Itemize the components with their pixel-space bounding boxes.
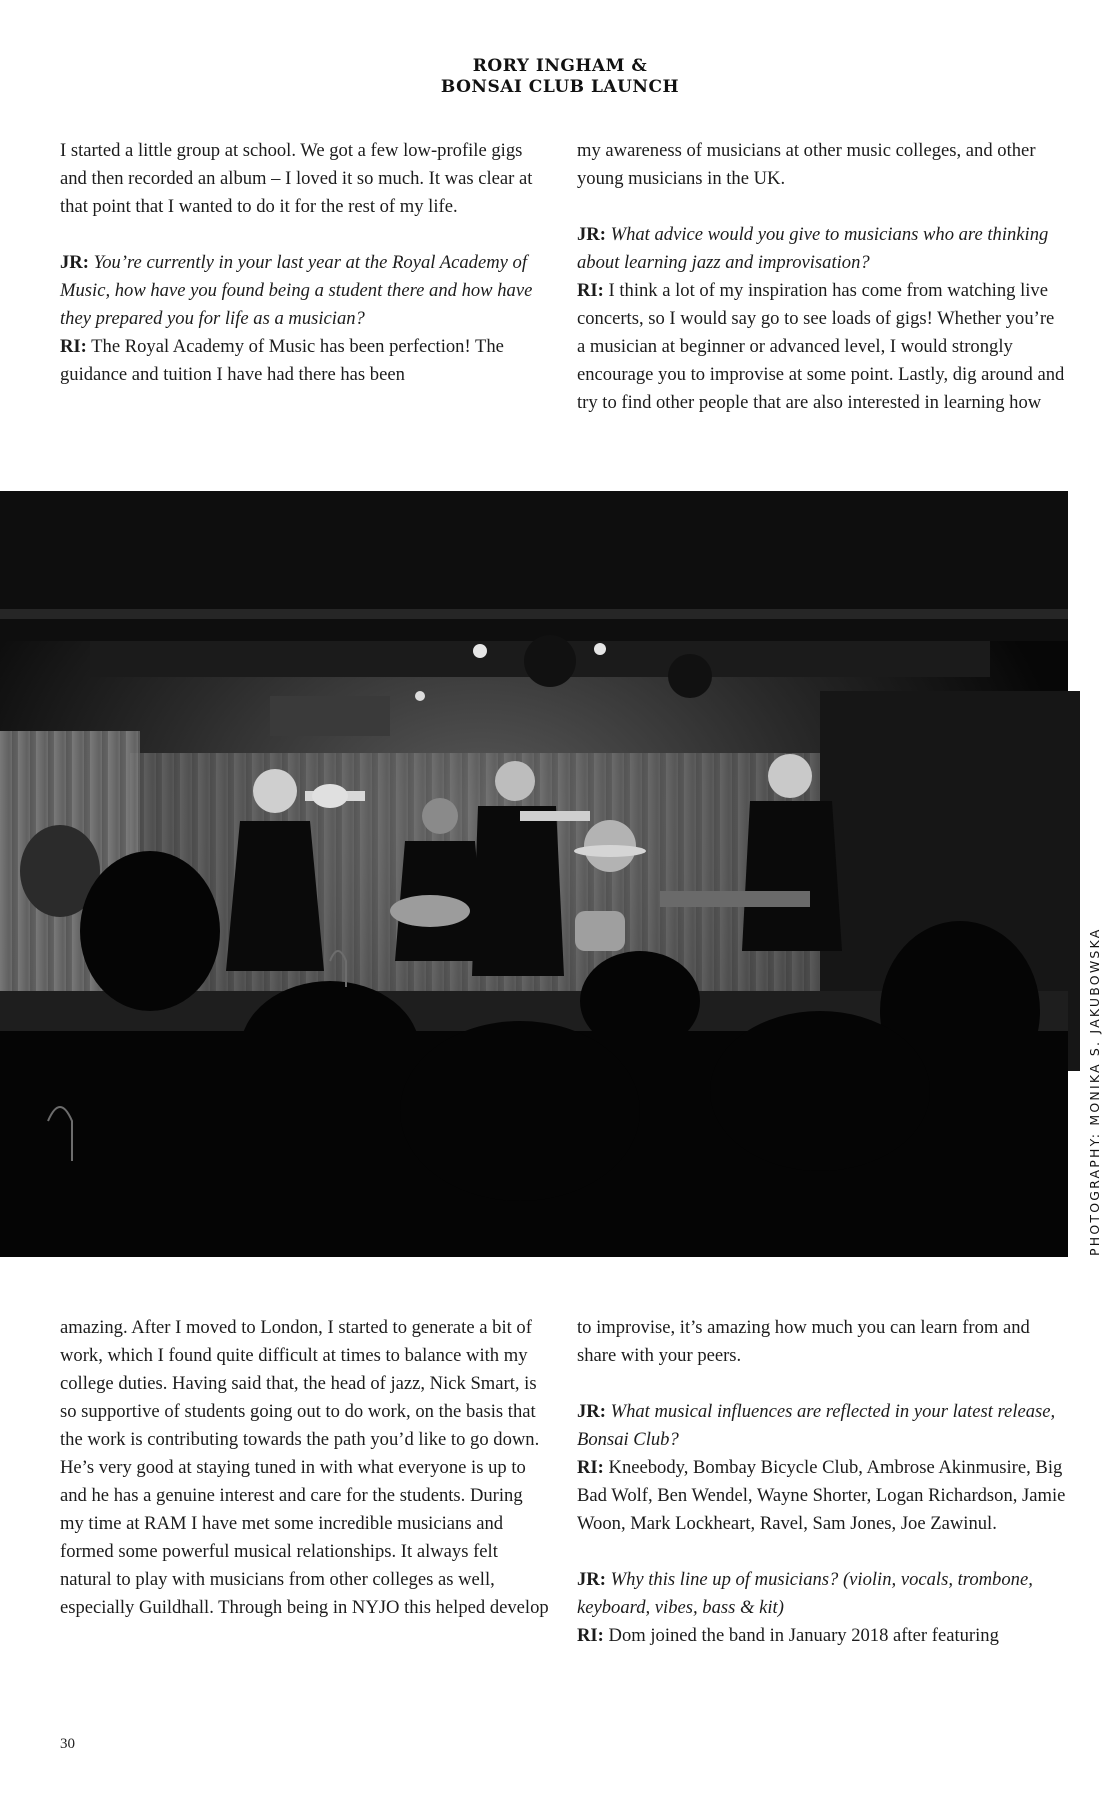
speaker-label: JR: — [577, 1401, 606, 1422]
answer-text: Dom joined the band in January 2018 after featuring — [608, 1625, 999, 1646]
interview-question — [577, 1566, 1067, 1622]
interview-answer — [577, 277, 1067, 417]
header-line-2: BONSAI CLUB LAUNCH — [440, 77, 680, 97]
answer-text: The Royal Academy of Music has been perfection! The guidance and tuition I have had there has been — [60, 336, 504, 385]
interview-question — [60, 249, 550, 333]
page-number: 30 — [60, 1736, 75, 1752]
answer-text: Kneebody, Bombay Bicycle Club, Ambrose Akinmusire, Big Bad Wolf, Ben Wendel, Wayne Shorter, Logan Richardson, Jamie Woon, Mark Lockheart, Ravel, Sam Jones, Joe Zawinul. — [577, 1457, 1066, 1534]
speaker-label: JR: — [60, 252, 89, 273]
question-text: What musical influences are reflected in your latest release, Bonsai Club? — [577, 1401, 1056, 1450]
interview-question — [577, 1398, 1067, 1454]
speaker-label: RI: — [577, 1625, 604, 1646]
interview-exchange — [577, 221, 1067, 417]
interview-answer — [577, 1454, 1067, 1538]
concert-photo — [0, 491, 1068, 1257]
speaker-label: RI: — [60, 336, 87, 357]
column-bottom-left — [60, 1314, 550, 1622]
photo-credit: PHOTOGRAPHY: MONIKA S. JAKUBOWSKA — [1087, 927, 1102, 1256]
article-header — [0, 56, 1120, 98]
interview-exchange — [577, 1566, 1067, 1650]
interview-answer — [577, 1622, 1067, 1650]
interview-question — [577, 221, 1067, 277]
speaker-label: RI: — [577, 280, 604, 301]
question-text: Why this line up of musicians? (violin, vocals, trombone, keyboard, vibes, bass & kit) — [577, 1569, 1033, 1618]
interview-exchange — [60, 249, 550, 389]
speaker-label: JR: — [577, 224, 606, 245]
question-text: What advice would you give to musicians who are thinking about learning jazz and improvisation? — [577, 224, 1049, 273]
paragraph: amazing. After I moved to London, I started to generate a bit of work, which I found quite difficult at times to balance with my college duties. Having said that, the head of jazz, Nick Smart, is so supportive of students going out to do work, on the basis that the work is contributing towards the path you’d like to go down. He’s very good at staying tuned in with what everyone is up to and he has a genuine interest and care for the students. During my time at RAM I have met some incredible musicians and formed some powerful musical relationships. It always felt natural to play with musicians from other colleges as well, especially Guildhall. Through being in NYJO this helped develop — [60, 1317, 549, 1618]
paragraph: to improvise, it’s amazing how much you can learn from and share with your peers. — [577, 1317, 1030, 1366]
interview-exchange — [577, 1398, 1067, 1538]
interview-answer — [60, 333, 550, 389]
header-line-1: RORY INGHAM & — [472, 56, 648, 76]
speaker-label: RI: — [577, 1457, 604, 1478]
question-text: You’re currently in your last year at the Royal Academy of Music, how have you found being a student there and how have they prepared you for life as a musician? — [60, 252, 533, 329]
column-top-left — [60, 137, 550, 389]
speaker-label: JR: — [577, 1569, 606, 1590]
paragraph: my awareness of musicians at other music colleges, and other young musicians in the UK. — [577, 140, 1036, 189]
answer-text: I think a lot of my inspiration has come from watching live concerts, so I would say go to see loads of gigs! Whether you’re a musician at beginner or advanced level, I would strongly encourage you to improvise at some point. Lastly, dig around and try to find other people that are also interested in learning how — [577, 280, 1065, 413]
column-top-right — [577, 137, 1067, 417]
column-bottom-right — [577, 1314, 1067, 1650]
paragraph: I started a little group at school. We got a few low-profile gigs and then recorded an album – I loved it so much. It was clear at that point that I wanted to do it for the rest of my life. — [60, 140, 533, 217]
